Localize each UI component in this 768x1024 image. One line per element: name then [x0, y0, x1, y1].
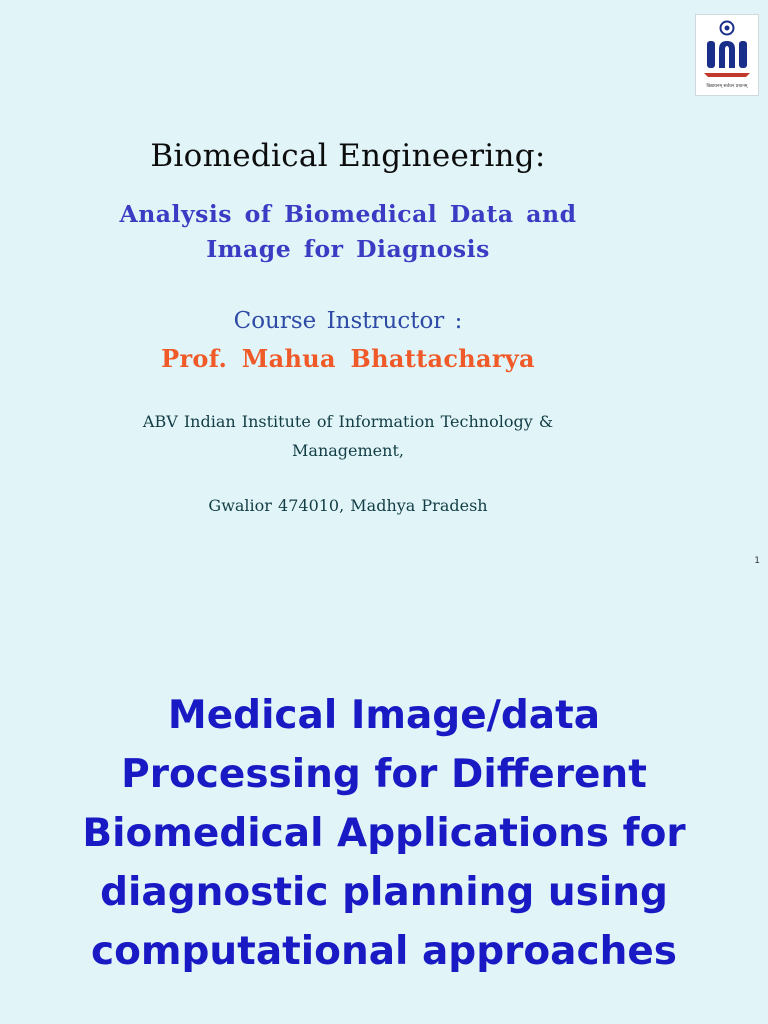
slide-2-title — [14, 686, 754, 981]
institute-name-line-2: Management, — [292, 441, 404, 460]
slide-2-title-line-3: Biomedical Applications for — [82, 811, 686, 856]
slide-2-title-line-5: computational approaches — [90, 929, 678, 974]
instructor-name: Prof. Mahua Bhattacharya — [161, 344, 535, 373]
page-number: 1 — [754, 556, 760, 566]
slide-2-title-line-2: Processing for Different — [121, 752, 647, 797]
slide-2-title-line-1: Medical Image/data — [167, 693, 601, 738]
slide-title: Biomedical Engineering: — [150, 138, 546, 174]
institute-address: Gwalior 474010, Madhya Pradesh — [208, 496, 488, 515]
slide-subtitle-line-1: Analysis of Biomedical Data and — [119, 200, 577, 228]
institute-logo-icon — [696, 15, 758, 95]
slide-subtitle-line-2: Image for Diagnosis — [206, 235, 490, 263]
institute-name-line-1: ABV Indian Institute of Information Technology & — [142, 412, 554, 431]
institute-logo — [695, 14, 759, 96]
logo-motto: विद्याधनम् सर्वधन प्रधानम् — [706, 84, 748, 89]
slide-2-title-line-4: diagnostic planning using — [100, 870, 668, 915]
instructor-label: Course Instructor : — [233, 308, 463, 334]
slide-2 — [0, 580, 768, 1024]
